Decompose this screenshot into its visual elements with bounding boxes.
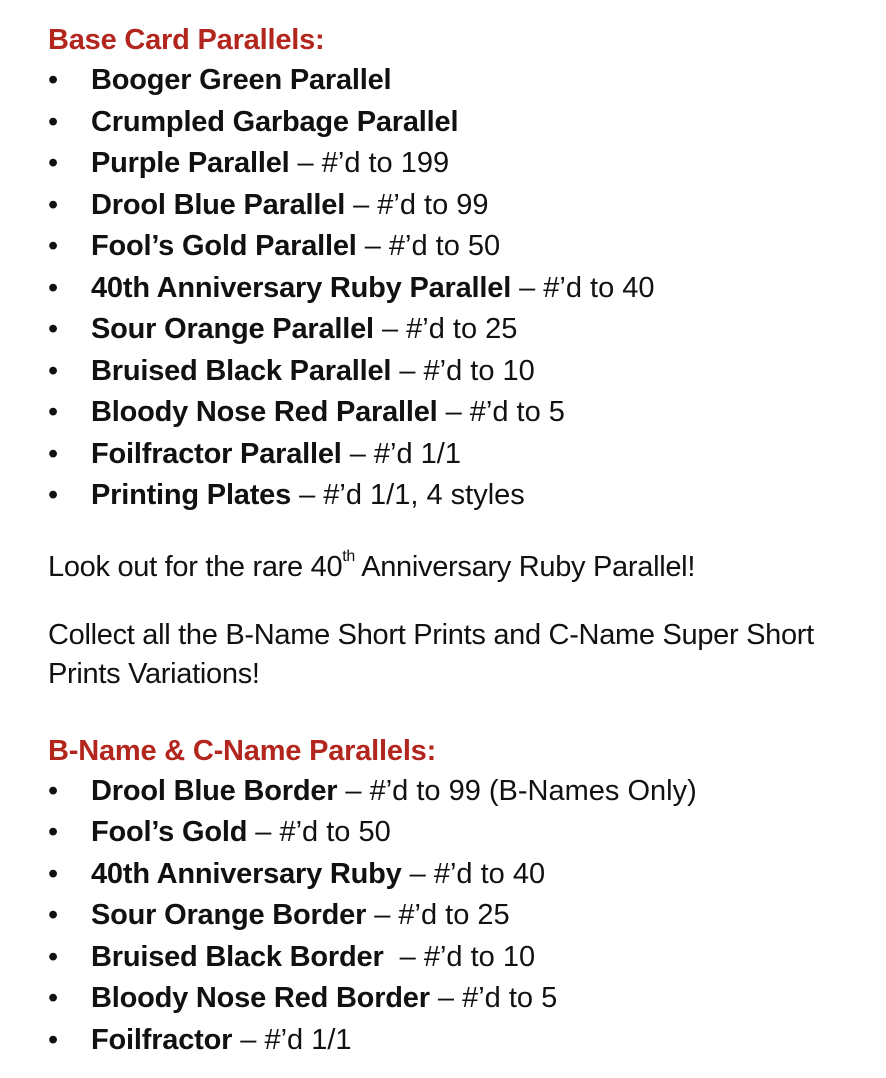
parallel-numbering: – #’d to 5 (429, 982, 558, 1014)
parallel-numbering: – #’d to 99 (B-Names Only) (337, 774, 697, 807)
parallel-name: Crumpled Garbage Parallel (91, 105, 459, 138)
list-item (48, 937, 878, 979)
document (48, 20, 878, 1061)
bullet-icon: • (48, 271, 59, 304)
note-text-before: Look out for the rare 40 (48, 550, 343, 583)
parallel-name: 40th Anniversary Ruby (91, 857, 402, 890)
bullet-icon: • (48, 437, 59, 470)
parallel-numbering: – #’d to 99 (345, 188, 489, 221)
b-c-name-parallels-heading: B-Name & C-Name Parallels: (48, 734, 437, 767)
bullet-icon: • (48, 188, 59, 221)
bullet-icon: • (48, 354, 59, 387)
bullet-icon: • (48, 1023, 59, 1056)
list-item (48, 854, 878, 896)
list-item (48, 895, 878, 937)
bullet-icon: • (48, 230, 59, 262)
parallel-name: Foilfractor Parallel (91, 437, 342, 470)
ruby-parallel-note (48, 548, 878, 587)
base-card-parallels-heading: Base Card Parallels: (48, 24, 325, 56)
parallel-name: Purple Parallel (91, 147, 290, 179)
b-c-name-parallels-list (48, 771, 878, 1062)
bullet-icon: • (48, 105, 59, 138)
parallel-numbering: – #’d to 40 (511, 271, 655, 304)
list-item (48, 771, 878, 813)
list-item (48, 268, 878, 310)
bullet-icon: • (48, 64, 59, 96)
parallel-numbering: – #’d to 40 (401, 857, 546, 890)
list-item (48, 143, 878, 185)
parallel-name: Bloody Nose Red Parallel (91, 396, 438, 428)
list-item (48, 226, 878, 268)
parallel-numbering: – #’d to 10 (391, 354, 535, 387)
bullet-icon: • (48, 982, 59, 1014)
list-item (48, 309, 878, 351)
list-item (48, 434, 878, 476)
parallel-name: Drool Blue Parallel (91, 188, 346, 221)
bullet-icon: • (48, 396, 59, 428)
parallel-numbering: – #’d 1/1 (341, 437, 461, 470)
bullet-icon: • (48, 774, 59, 807)
parallel-name: Foilfractor (91, 1023, 233, 1056)
parallel-numbering: – #’d to 50 (356, 230, 501, 262)
list-item (48, 475, 878, 517)
parallel-name: Fool’s Gold (91, 816, 248, 848)
parallel-name: Bloody Nose Red Border (91, 982, 430, 1014)
bullet-icon: • (48, 313, 59, 345)
parallel-numbering: – #’d to 25 (373, 313, 518, 345)
list-item (48, 812, 878, 854)
parallel-numbering: – #’d to 50 (247, 816, 391, 848)
bullet-icon: • (48, 147, 59, 179)
base-card-parallels-list (48, 60, 878, 517)
short-prints-note: Collect all the B-Name Short Prints and C-Name Super Short Prints Variations! (48, 618, 814, 690)
parallel-name: Bruised Black Border (91, 940, 384, 973)
note-text-after: Anniversary Ruby Parallel! (355, 550, 696, 583)
parallel-numbering: – #’d 1/1, 4 styles (291, 479, 525, 511)
list-item (48, 978, 878, 1020)
bullet-icon: • (48, 899, 59, 931)
bullet-icon: • (48, 857, 59, 890)
list-item (48, 102, 878, 144)
list-item (48, 185, 878, 227)
parallel-numbering: – #’d 1/1 (232, 1023, 352, 1056)
parallel-numbering: – #’d to 5 (437, 396, 565, 428)
bullet-icon: • (48, 940, 59, 973)
list-item (48, 60, 878, 102)
parallel-name: Booger Green Parallel (91, 64, 392, 96)
parallel-name: Sour Orange Parallel (91, 313, 374, 345)
bullet-icon: • (48, 816, 59, 848)
parallel-name: Bruised Black Parallel (91, 354, 392, 387)
list-item (48, 351, 878, 393)
parallel-numbering: – #’d to 25 (366, 899, 510, 931)
note-superscript: th (342, 547, 356, 565)
parallel-numbering: – #’d to 10 (383, 940, 536, 973)
bullet-icon: • (48, 479, 59, 511)
parallel-name: Printing Plates (91, 479, 292, 511)
list-item (48, 1020, 878, 1062)
parallel-numbering: – #’d to 199 (289, 147, 450, 179)
parallel-name: Drool Blue Border (91, 774, 338, 807)
parallel-name: 40th Anniversary Ruby Parallel (91, 271, 512, 304)
parallel-name: Fool’s Gold Parallel (91, 230, 357, 262)
parallel-name: Sour Orange Border (91, 899, 367, 931)
list-item (48, 392, 878, 434)
